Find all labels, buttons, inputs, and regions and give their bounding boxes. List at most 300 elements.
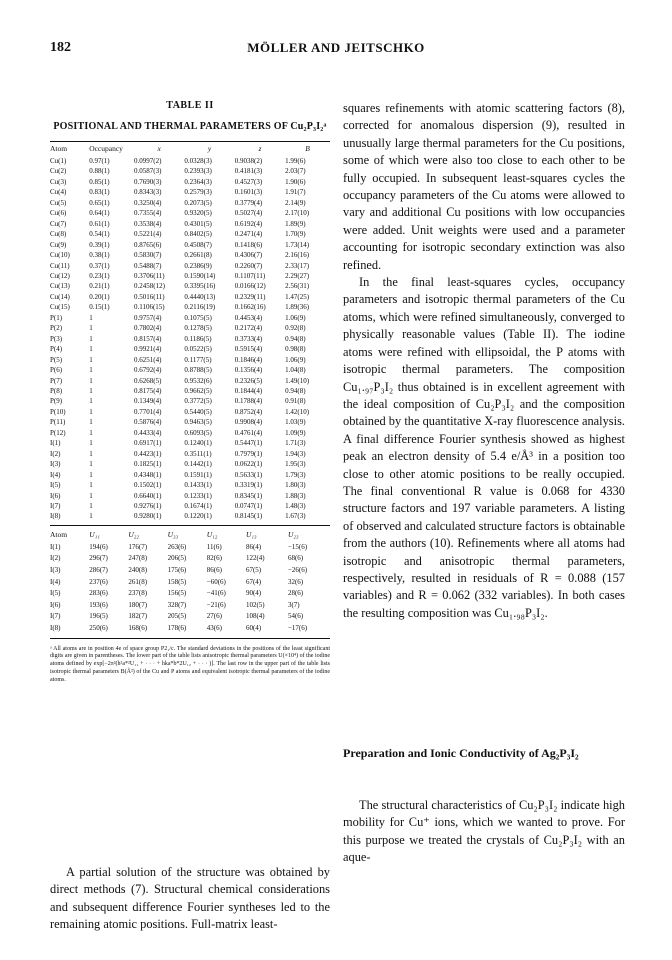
table-cell: Cu(10) [50,251,70,260]
table-cell: 0.2172(4) [234,324,263,333]
table-cell: 0.4761(4) [234,428,263,437]
page-header [50,40,622,60]
column-header: U₁₁ [89,530,100,540]
aniso-header-row [50,528,330,542]
table-cell: 0.3772(5) [184,397,212,406]
table-cell: 1 [89,460,93,469]
table-cell: 0.94(8) [285,334,306,343]
table-row [50,542,330,554]
table-cell: Cu(12) [50,271,70,280]
table-cell: 1 [89,334,93,343]
anisotropic-table-body [50,542,330,635]
table-cell: 168(6) [128,624,148,633]
right-paragraph-1: squares refinements with atomic scattering factors (8), corrected for anomalous dispersion (9), resulted in unusually large thermal parameters for the Cu positions, some of which were also too close to each other to be fully occupied. In subsequent least-squares cycles the occupancy parameters of the Cu atoms were allowed to vary and additional Cu positions with low occupancies were added. Unit weights were used and a parameter accounting for isotropic secondary extinction was also refined. [343,101,625,272]
table-cell: 0.1788(4) [234,397,263,406]
table-cell: P(8) [50,386,63,395]
table-row [50,511,330,521]
table-cell: 283(6) [89,589,108,598]
table-cell: 0.1278(5) [184,324,212,333]
table-cell: 11(6) [206,542,222,551]
table-cell: 54(6) [287,612,304,621]
table-cell: 196(5) [89,612,108,621]
table-cell: 263(6) [167,542,187,551]
table-row [50,600,330,612]
table-cell: 1.91(7) [285,188,306,197]
table-cell: 0.2329(11) [234,292,266,301]
table-cell: P(7) [50,376,63,385]
table-cell: 0.39(1) [89,240,110,249]
table-cell: 1.42(10) [285,407,310,416]
table-cell: 1.04(8) [285,366,306,375]
table-cell: 158(5) [167,577,187,586]
table-cell: 0.2661(8) [184,251,212,260]
table-cell: 0.2471(4) [234,230,263,239]
table-cell: 0.1220(1) [184,512,212,521]
table-row [50,250,330,260]
table-cell: P(6) [50,366,63,375]
table-cell: 108(4) [245,612,265,621]
table-cell: P(9) [50,397,63,406]
table-row [50,407,330,417]
table-footnote: ᵃ All atoms are in position 4e of space group P2₁/c. The standard deviations in the positions of the least significant digits are given in parentheses. The lower part of the table lists anisotropic thermal parameters U(×10⁴) of the iodine atoms defined by exp[−2π²(h²a*²U₁₁ + · · · + hka*b*2U₁₂ + · · · )]. The last row in the upper part of the table lists isotropic thermal parameters B(Å²) of the Cu and P atoms and equivalent isotropic thermal parameters of the iodine atoms. [50,645,330,683]
table-cell: 0.8765(6) [133,240,162,249]
table-cell: 0.37(1) [89,261,110,270]
table-cell: 0.3250(4) [133,198,162,207]
table-header-row [50,142,330,156]
table-cell: 0.4508(7) [184,240,212,249]
table-cell: 1 [89,491,93,500]
table-cell: I(8) [50,512,61,521]
table-cell: 240(8) [128,566,148,575]
table-cell: 0.15(1) [89,303,110,312]
table-cell: −26(6) [287,566,308,575]
table-cell: 0.5830(7) [133,251,162,260]
table-cell: 0.54(1) [89,230,110,239]
table-cell: 2.29(27) [285,271,310,280]
column-header: U₂₃ [287,530,299,540]
table-cell: 86(6) [206,566,222,575]
table-row [50,261,330,271]
table-cell: Cu(11) [50,261,70,270]
table-row [50,611,330,623]
table-row [50,229,330,239]
table-cell: 0.2386(9) [184,261,212,270]
table-cell: P(3) [50,334,63,343]
positional-table [50,142,330,522]
table-cell: 1.06(9) [285,313,306,322]
table-cell: 0.5633(1) [234,470,263,479]
table-cell: 28(6) [287,589,304,598]
table-cell: 0.2364(3) [184,177,212,186]
table-cell: 0.6192(4) [234,219,263,228]
table-cell: 1.90(6) [285,177,306,186]
table-cell: 2.14(9) [285,198,306,207]
table-cell: 0.9757(4) [133,313,162,322]
table-cell: 1.79(3) [285,470,306,479]
table-cell: −60(6) [206,577,226,586]
table-cell: 67(4) [245,577,262,586]
table-cell: 0.2393(3) [184,167,212,176]
table-cell: 0.5876(4) [133,418,162,427]
table-cell: 0.1075(5) [184,313,212,322]
table-cell: Cu(2) [50,167,67,176]
table-cell: 32(6) [287,577,304,586]
table-cell: 0.6792(4) [133,366,162,375]
table-cell: 1 [89,418,93,427]
table-cell: 205(5) [167,612,187,621]
table-cell: 1 [89,428,93,437]
table-cell: 0.38(1) [89,251,110,260]
table-cell: 1.70(9) [285,230,306,239]
table-cell: 1.67(3) [285,512,306,521]
table-cell: 1 [89,481,93,490]
table-row [50,491,330,501]
table-row [50,553,330,565]
table-cell: 0.4440(13) [184,292,216,301]
table-cell: 176(7) [128,542,148,551]
table-cell: P(4) [50,345,63,354]
table-cell: 0.1433(1) [184,481,212,490]
table-cell: 68(6) [287,554,304,563]
column-header: Atom [50,530,68,540]
column-header: B [305,143,310,153]
table-cell: Cu(8) [50,230,67,239]
table-cell: 0.3395(16) [184,282,216,291]
table-cell: 1.09(9) [285,428,306,437]
table-cell: 0.5027(4) [234,209,263,218]
table-cell: 0.61(1) [89,219,110,228]
table-row [50,344,330,354]
table-cell: I(4) [50,577,61,586]
table-cell: 122(4) [245,554,265,563]
table-cell: 0.4301(5) [184,219,212,228]
table-cell: 0.3511(1) [184,449,212,458]
table-cell: 182(7) [128,612,148,621]
table-cell: 0.8402(5) [184,230,212,239]
table-cell: I(6) [50,600,61,609]
table-row [50,240,330,250]
left-body-paragraph: A partial solution of the structure was obtained by direct methods (7). Structural chemical considerations and subsequent difference Fourier syntheses led to the remaining atomic positions. Full-matrix least- [50,865,330,932]
table-cell: 1 [89,501,93,510]
table-cell: 0.0522(5) [184,345,212,354]
table-cell: 0.1177(5) [184,355,212,364]
table-mid-rule [50,525,330,526]
table-cell: 0.83(1) [89,188,110,197]
table-cell: −41(6) [206,589,226,598]
table-cell: I(5) [50,481,61,490]
table-row [50,323,330,333]
table-row [50,438,330,448]
column-header: Occupancy [89,143,123,153]
table-cell: P(11) [50,418,66,427]
table-row [50,501,330,511]
table-cell: 1.71(3) [285,439,306,448]
column-header: z [258,143,262,153]
column-header: U₂₂ [128,530,140,540]
table-cell: 0.9276(1) [133,501,162,510]
section-paragraph: The structural characteristics of Cu₂P₃I₂ indicate high mobility for Cu⁺ ions, which we wanted to prove. For this purpose we treated the crystals of Cu₂P₃I₂ with an aque- [343,798,625,865]
table-cell: 0.4306(7) [234,251,263,260]
table-row [50,480,330,490]
table-cell: 0.21(1) [89,282,110,291]
table-cell: 0.1674(1) [184,501,212,510]
table-cell: 296(7) [89,554,108,563]
table-cell: 27(6) [206,612,222,621]
table-cell: 0.1356(4) [234,366,263,375]
table-cell: I(8) [50,624,61,633]
table-row [50,292,330,302]
table-cell: 0.88(1) [89,167,110,176]
table-cell: 1.47(25) [285,292,310,301]
table-row [50,470,330,480]
table-cell: 237(6) [89,577,108,586]
table-cell: 0.1442(1) [184,460,212,469]
table-cell: 0.2260(7) [234,261,263,270]
table-cell: 0.2326(5) [234,376,263,385]
section-heading: Preparation and Ionic Conductivity of Ag₂P₃I₂ [343,746,579,760]
table-cell: 2.56(31) [285,282,310,291]
table-cell: 206(5) [167,554,187,563]
table-cell: 175(6) [167,566,187,575]
table-cell: I(7) [50,501,61,510]
table-cell: 0.6093(5) [184,428,212,437]
table-cell: Cu(5) [50,198,67,207]
table-cell: 0.5016(11) [133,292,165,301]
table-cell: 0.1846(4) [234,355,263,364]
table-cell: 0.8343(3) [133,188,162,197]
right-column [343,100,625,622]
table-cell: 0.4348(1) [133,470,162,479]
table-cell: 0.8752(4) [234,407,263,416]
table-row [50,417,330,427]
column-header: U₁₂ [206,530,218,540]
table-cell: 0.4433(4) [133,428,162,437]
table-cell: 1 [89,345,93,354]
table-cell: 0.4181(3) [234,167,263,176]
table-cell: 0.20(1) [89,292,110,301]
column-header: Atom [50,143,68,153]
table-cell: I(2) [50,554,61,563]
table-cell: 328(7) [167,600,187,609]
table-cell: 0.9463(5) [184,418,212,427]
table-cell: 0.97(1) [89,157,110,165]
table-cell: P(12) [50,428,66,437]
right-paragraph-2: In the final least-squares cycles, occupancy parameters and isotropic thermal parameters of the Cu atoms, which were refined simultaneously, converged to physically reasonable values (Table II). The iodine atoms were refined with ellipsoidal, the P atoms with isotropic thermal parameters. The composition Cu₁.₉₇P₃I₂ thus obtained is in excellent agreement with the ideal composition of Cu₂P₃I₂ and the composition obtained by the quantitative X-ray fluorescence analysis. A final difference Fourier synthesis showed as highest peak an electron density of 5.4 e/Å³ in a position too close to other atomic positions to be really occupied. The final conventional R value is 0.068 for 4330 structure factors and 197 variable parameters. A listing of observed and calculated structure factors is obtainable from the authors (10). Refinements where all atoms had isotropic and anisotropic thermal parameters, respectively, resulted in residuals of R = 0.088 (157 variables) and R = 0.062 (332 variables). In both cases the resulting composition was Cu₁.₉₈P₃I₂. [343,275,625,620]
table-cell: 0.1240(1) [184,439,212,448]
table-cell: 0.7690(3) [133,177,162,186]
table-cell: 2.33(17) [285,261,310,270]
table-cell: Cu(9) [50,240,67,249]
table-cell: −15(6) [287,542,308,551]
table-cell: I(7) [50,612,61,621]
table-cell: 0.1233(1) [184,491,212,500]
table-row [50,623,330,635]
table-cell: 0.9280(1) [133,512,162,521]
table-cell: Cu(14) [50,292,70,301]
table-row [50,281,330,291]
table-cell: 1.48(3) [285,501,306,510]
table-cell: I(3) [50,566,61,575]
table-cell: 0.98(8) [285,345,306,354]
table-cell: 0.1186(5) [184,334,212,343]
table-cell: 0.1502(1) [133,481,162,490]
table-block [50,100,330,685]
table-cell: 0.2458(12) [133,282,165,291]
table-cell: 0.9320(5) [184,209,212,218]
table-cell: 247(8) [128,554,148,563]
table-cell: 0.3779(4) [234,198,263,207]
anisotropic-table [50,528,330,635]
table-row [50,428,330,438]
table-cell: 261(8) [128,577,148,586]
table-cell: I(2) [50,449,61,458]
table-cell: 1.06(9) [285,355,306,364]
table-cell: 1 [89,439,93,448]
table-row [50,565,330,577]
table-row [50,156,330,166]
table-cell: 1.49(10) [285,376,310,385]
table-row [50,355,330,365]
table-cell: 0.8157(4) [133,334,162,343]
table-cell: Cu(7) [50,219,67,228]
running-head: MÖLLER AND JEITSCHKO [247,40,425,55]
table-cell: 1 [89,324,93,333]
table-cell: 0.5488(7) [133,261,162,270]
table-title: POSITIONAL AND THERMAL PARAMETERS OF Cu₂P₃I₂ᵃ [53,121,327,132]
table-cell: 0.8175(4) [133,386,162,395]
table-cell: 1 [89,355,93,364]
table-cell: 67(5) [245,566,262,575]
table-cell: 0.3706(11) [133,271,165,280]
table-cell: 1 [89,397,93,406]
table-cell: 180(7) [128,600,148,609]
table-cell: 0.0328(3) [184,157,212,165]
table-cell: 1.95(3) [285,460,306,469]
table-row [50,219,330,229]
column-header: x [157,143,161,153]
table-cell: 0.5915(4) [234,345,263,354]
table-cell: 1 [89,376,93,385]
table-cell: 1.94(3) [285,449,306,458]
table-row [50,187,330,197]
table-cell: P(5) [50,355,63,364]
table-cell: I(3) [50,460,61,469]
table-cell: 1.89(36) [285,303,310,312]
table-cell: P(1) [50,313,63,322]
table-cell: 1 [89,366,93,375]
table-cell: 2.16(16) [285,251,310,260]
table-row [50,449,330,459]
table-cell: 0.1591(1) [184,470,212,479]
table-cell: 1 [89,512,93,521]
table-cell: 178(6) [167,624,187,633]
table-cell: 0.4527(3) [234,177,263,186]
table-cell: 0.1106(15) [133,303,165,312]
table-cell: 0.85(1) [89,177,110,186]
table-cell: 0.94(8) [285,386,306,395]
table-cell: 0.8788(5) [184,366,212,375]
table-cell: 0.9038(2) [234,157,263,165]
table-cell: 0.1418(6) [234,240,263,249]
table-cell: 1.80(3) [285,481,306,490]
table-cell: 0.1825(1) [133,460,162,469]
table-cell: 193(6) [89,600,108,609]
table-cell: Cu(1) [50,157,67,165]
table-cell: 0.8145(1) [234,512,263,521]
table-cell: I(1) [50,542,61,551]
table-cell: 250(6) [89,624,108,633]
table-cell: Cu(15) [50,303,70,312]
table-cell: 0.9921(4) [133,345,162,354]
table-cell: 1.89(9) [285,219,306,228]
column-header: U₃₃ [167,530,179,540]
table-cell: 0.3538(4) [133,219,162,228]
table-cell: 0.7802(4) [133,324,162,333]
table-cell: 0.5221(4) [133,230,162,239]
table-cell: 0.2073(5) [184,198,212,207]
table-row [50,177,330,187]
table-cell: 0.7701(4) [133,407,162,416]
table-cell: 0.64(1) [89,209,110,218]
table-cell: Cu(13) [50,282,70,291]
table-cell: 0.7979(1) [234,449,263,458]
table-cell: 0.6640(1) [133,491,162,500]
table-cell: Cu(3) [50,177,67,186]
table-cell: −21(6) [206,600,226,609]
table-cell: 1.03(9) [285,418,306,427]
table-cell: 0.6251(4) [133,355,162,364]
table-cell: 0.3733(4) [234,334,263,343]
table-cell: 0.7355(4) [133,209,162,218]
table-cell: 0.5447(1) [234,439,263,448]
table-cell: I(5) [50,589,61,598]
page-number: 182 [50,40,71,55]
table-cell: 1.99(6) [285,157,306,165]
table-cell: 0.3319(1) [234,481,263,490]
table-cell: 82(6) [206,554,222,563]
table-cell: 237(8) [128,589,148,598]
table-cell: 0.1662(16) [234,303,266,312]
table-cell: 1 [89,313,93,322]
table-cell: 1 [89,449,93,458]
table-cell: 0.9662(5) [184,386,212,395]
table-cell: 0.0622(1) [234,460,263,469]
table-cell: 0.4453(4) [234,313,263,322]
table-row [50,588,330,600]
table-cell: 1 [89,386,93,395]
table-cell: 0.0997(2) [133,157,162,165]
table-cell: 0.5440(5) [184,407,212,416]
table-cell: I(6) [50,491,61,500]
table-cell: 3(7) [287,600,300,609]
table-row [50,198,330,208]
table-cell: 0.91(8) [285,397,306,406]
table-cell: 0.1349(4) [133,397,162,406]
table-cell: 0.1590(14) [184,271,216,280]
table-cell: 0.0747(1) [234,501,263,510]
table-cell: 0.23(1) [89,271,110,280]
table-cell: I(4) [50,470,61,479]
table-cell: 0.0166(12) [234,282,266,291]
table-cell: 194(6) [89,542,108,551]
table-row [50,334,330,344]
table-cell: 0.9532(6) [184,376,212,385]
table-cell: Cu(4) [50,188,67,197]
table-cell: 286(7) [89,566,108,575]
table-cell: 0.8345(1) [234,491,263,500]
table-cell: 2.03(7) [285,167,306,176]
table-cell: 1 [89,407,93,416]
